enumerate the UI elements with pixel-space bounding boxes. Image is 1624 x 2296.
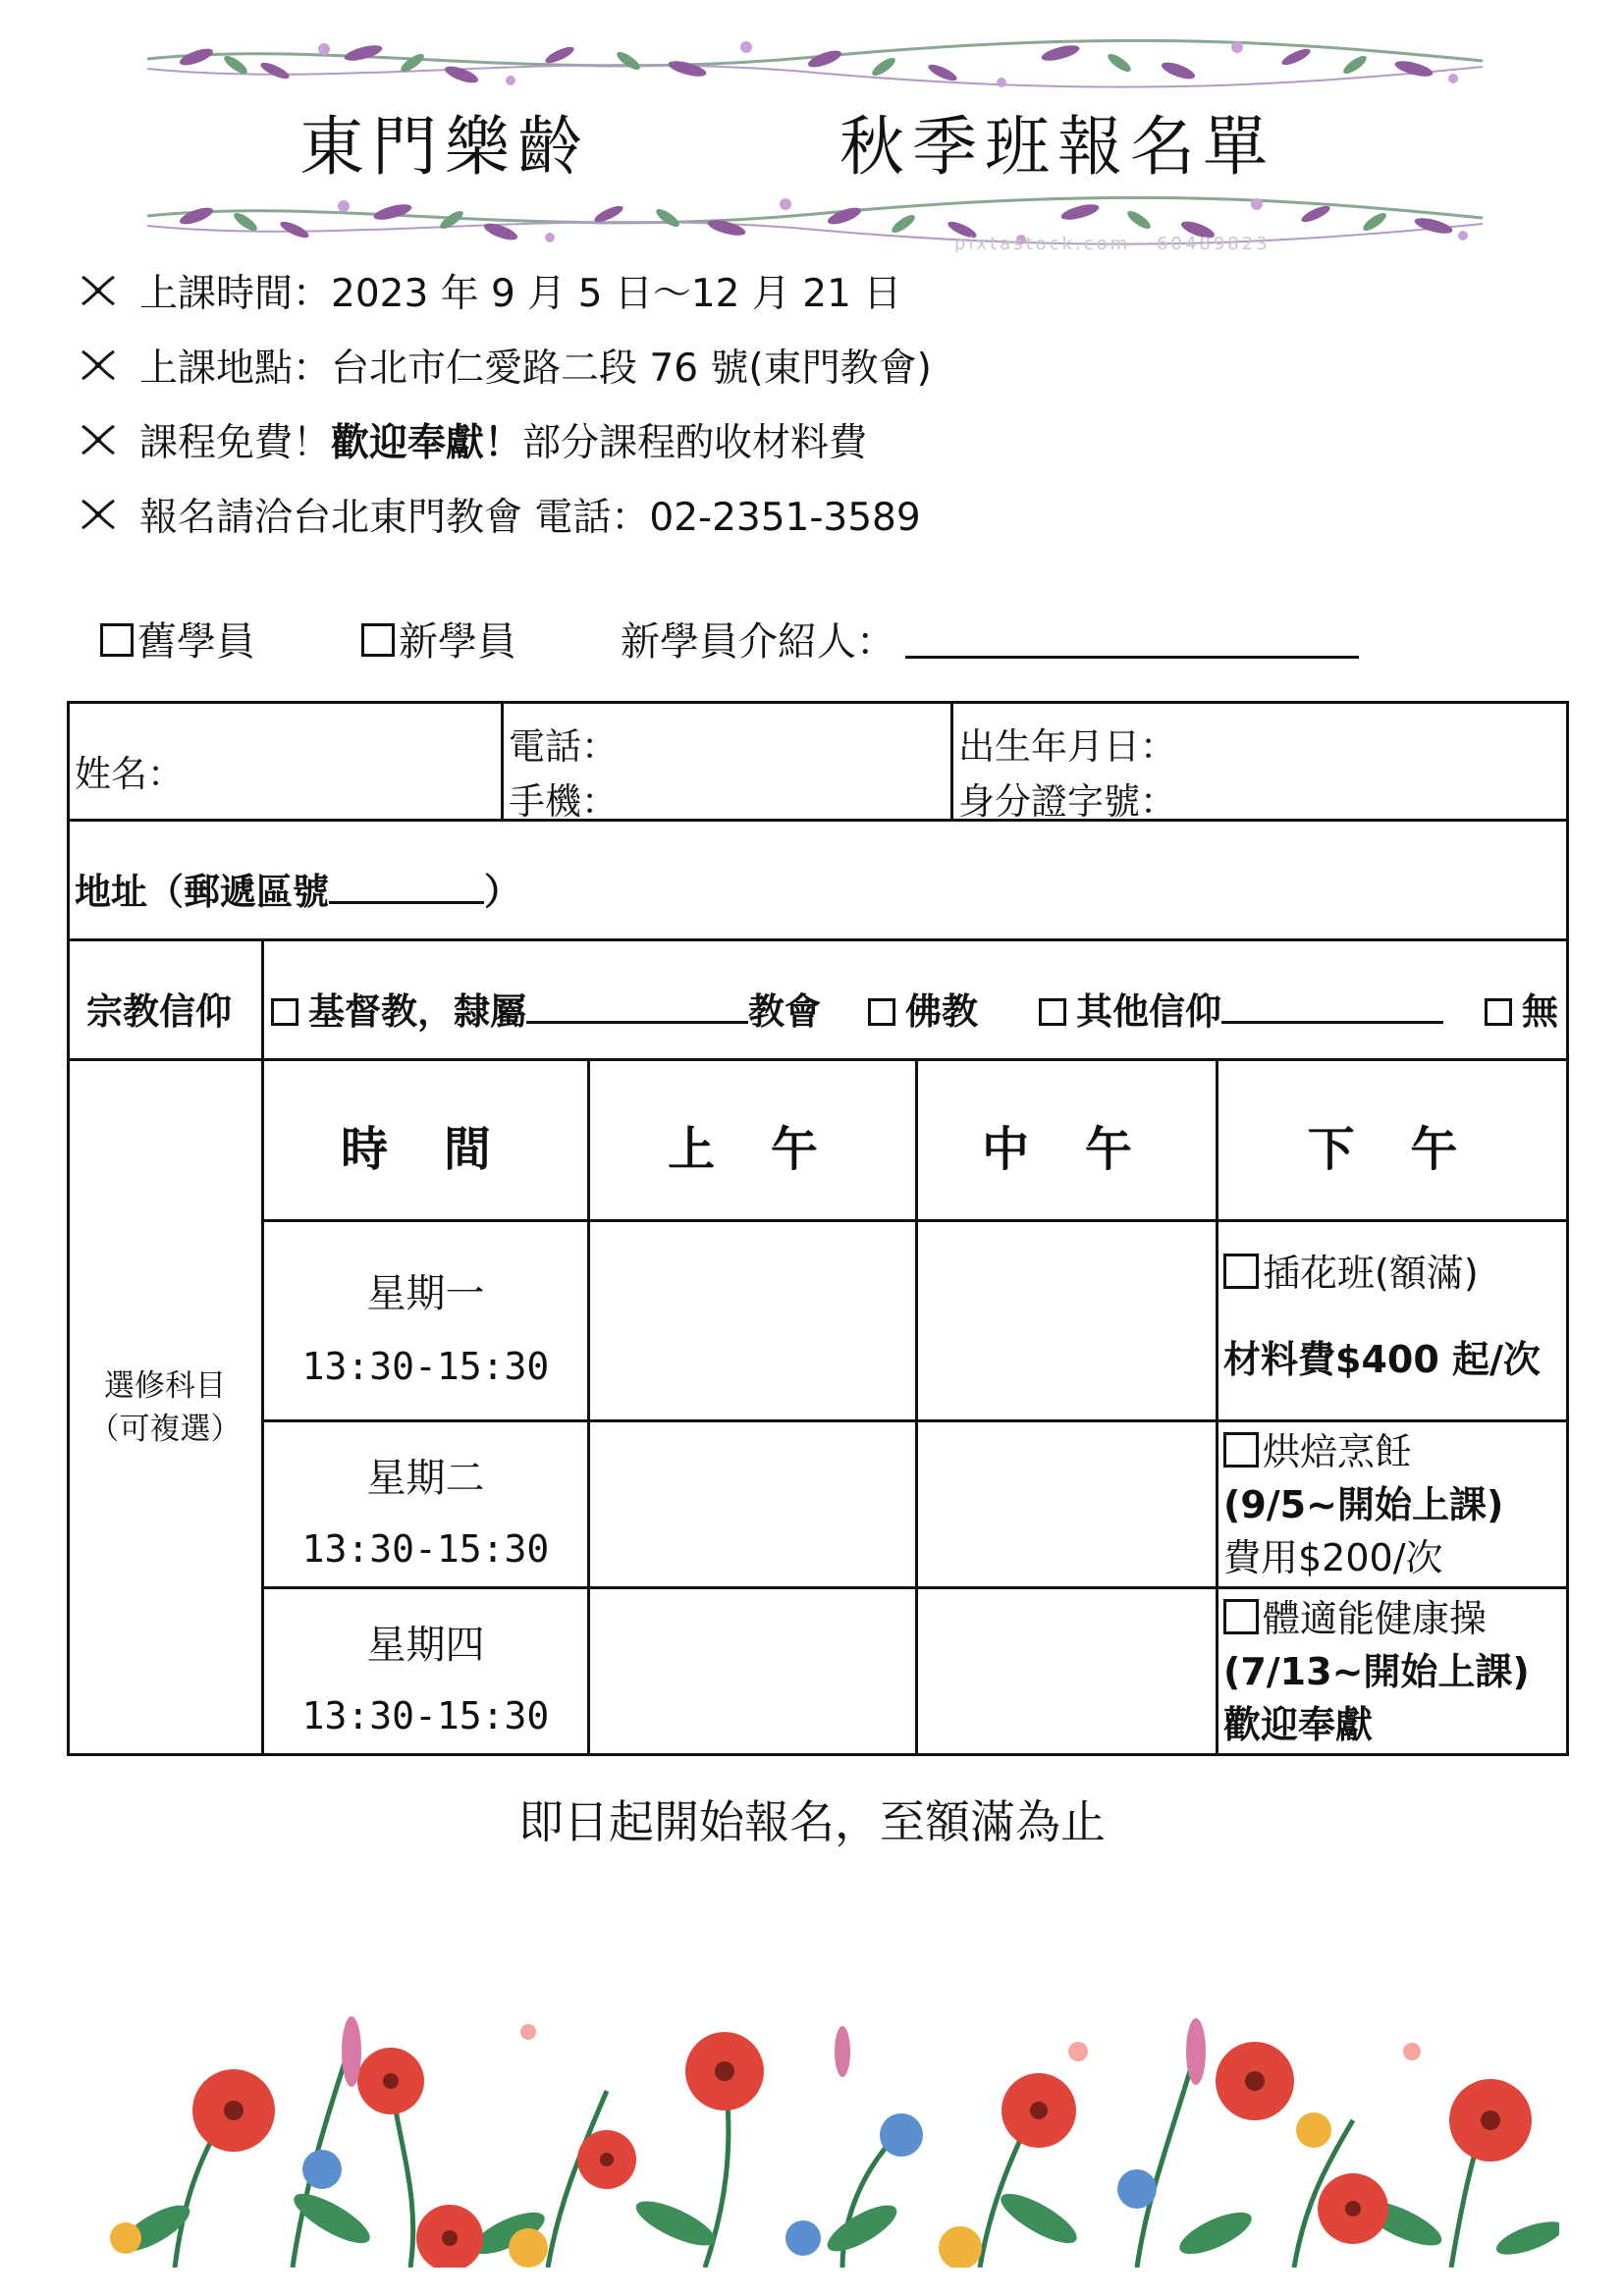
church-label: 教會 — [748, 990, 821, 1033]
ornament-bullet-icon — [77, 420, 120, 459]
birthdate-field[interactable]: 出生年月日： — [958, 725, 1176, 768]
elective-title: 選修科目 — [104, 1368, 226, 1404]
religion-label: 宗教信仰 — [86, 990, 232, 1033]
table-border — [67, 819, 1569, 822]
address-label: 地址（郵遞區號 — [75, 871, 329, 913]
checkbox-square-icon[interactable] — [100, 623, 134, 657]
address-field[interactable] — [75, 862, 520, 915]
table-border — [1566, 701, 1569, 1756]
table-border — [67, 1058, 1569, 1061]
class-option-flower[interactable] — [1223, 1247, 1565, 1386]
mobile-field[interactable]: 手機： — [509, 780, 618, 823]
church-name-input[interactable] — [526, 1021, 748, 1024]
checkbox-square-icon[interactable] — [1223, 1599, 1259, 1634]
religion-none-option[interactable] — [1485, 982, 1558, 1035]
ornament-bullet-icon — [77, 346, 120, 385]
class-fee: 材料費$400 起/次 — [1223, 1338, 1541, 1381]
day-label: 星期二 — [366, 1456, 485, 1501]
ornament-bullet-icon — [77, 271, 120, 310]
table-border — [67, 701, 70, 1756]
table-border — [67, 938, 1569, 941]
info-fee — [77, 412, 867, 467]
class-name: 插花班(額滿) — [1263, 1252, 1479, 1295]
day-label: 星期一 — [366, 1271, 485, 1316]
info-text: 部分課程酌收材料費 — [522, 421, 868, 465]
other-religion-input[interactable] — [1221, 1021, 1443, 1024]
flower-border-decoration — [96, 2012, 1559, 2268]
title-right: 秋季班報名單 — [839, 109, 1275, 185]
introducer-label: 新學員介紹人： — [621, 619, 895, 665]
table-border — [501, 701, 504, 821]
checkbox-square-icon[interactable] — [1223, 1254, 1259, 1289]
bottom-vine — [147, 197, 1483, 244]
other-religion-label: 其他信仰 — [1076, 990, 1221, 1033]
religion-buddhism-option[interactable] — [868, 982, 978, 1035]
info-contact — [77, 487, 921, 542]
checkbox-square-icon[interactable] — [1485, 998, 1512, 1026]
postal-code-input[interactable] — [329, 901, 484, 904]
table-border — [67, 701, 1569, 704]
elective-note: （可複選） — [88, 1412, 242, 1447]
class-option-baking[interactable] — [1223, 1425, 1565, 1584]
time-label: 13:30-15:30 — [301, 1694, 550, 1737]
info-class-time — [77, 263, 901, 318]
religion-other-option[interactable] — [1039, 982, 1443, 1035]
class-option-fitness[interactable] — [1223, 1592, 1565, 1751]
introducer-input[interactable] — [905, 656, 1359, 659]
registration-note: 即日起開始報名，至額滿為止 — [518, 1795, 1106, 1848]
table-border — [67, 1753, 1569, 1756]
time-label: 13:30-15:30 — [301, 1527, 550, 1571]
ornament-bullet-icon — [77, 495, 120, 534]
top-vine — [147, 40, 1483, 87]
info-text: 課程免費！ — [139, 421, 332, 465]
title-left: 東門樂齡 — [299, 109, 590, 185]
header-morning: 上 午 — [668, 1122, 838, 1177]
old-student-checkbox[interactable] — [100, 611, 255, 667]
table-border — [950, 701, 953, 821]
flower-garden-icon — [96, 2012, 1559, 2268]
buddhism-label: 佛教 — [905, 990, 978, 1033]
info-text: 報名請洽台北東門教會 電話：02-2351-3589 — [139, 496, 921, 540]
info-text: 上課時間：2023 年 9 月 5 日～12 月 21 日 — [139, 272, 902, 316]
checkbox-square-icon[interactable] — [1223, 1432, 1259, 1468]
class-name: 烘焙烹飪 — [1263, 1430, 1413, 1473]
checkbox-square-icon[interactable] — [868, 998, 895, 1026]
header-time: 時 間 — [341, 1122, 511, 1177]
checkbox-square-icon[interactable] — [1039, 998, 1066, 1026]
address-label-close: ） — [484, 871, 520, 913]
day-label: 星期四 — [366, 1623, 485, 1668]
class-start-date: (9/5~開始上課) — [1223, 1483, 1504, 1526]
checkbox-square-icon[interactable] — [271, 998, 298, 1026]
id-number-field[interactable]: 身分證字號： — [958, 780, 1176, 823]
elective-label — [69, 1364, 261, 1451]
header-afternoon: 下 午 — [1307, 1122, 1478, 1177]
info-text: 上課地點：台北市仁愛路二段 76 號(東門教會) — [139, 347, 932, 391]
christian-label: 基督教，隸屬 — [308, 990, 526, 1033]
none-label: 無 — [1522, 990, 1558, 1033]
info-text-strong: 歡迎奉獻！ — [331, 421, 523, 465]
class-start-date: (7/13~開始上課) — [1223, 1650, 1530, 1693]
info-class-location — [77, 338, 932, 393]
new-student-checkbox[interactable] — [361, 611, 516, 667]
class-name: 體適能健康操 — [1263, 1597, 1488, 1640]
name-field[interactable]: 姓名： — [75, 753, 184, 795]
header-noon: 中 午 — [982, 1122, 1152, 1177]
watermark: pixtastock.com - 60489823 — [954, 234, 1271, 254]
class-fee: 歡迎奉獻 — [1223, 1703, 1374, 1746]
phone-field[interactable]: 電話： — [509, 725, 618, 768]
time-label: 13:30-15:30 — [301, 1345, 550, 1388]
old-student-label: 舊學員 — [137, 619, 255, 665]
checkbox-square-icon[interactable] — [361, 623, 395, 657]
class-fee: 費用$200/次 — [1223, 1536, 1443, 1579]
religion-christian-option[interactable] — [271, 982, 821, 1035]
new-student-label: 新學員 — [399, 619, 516, 665]
